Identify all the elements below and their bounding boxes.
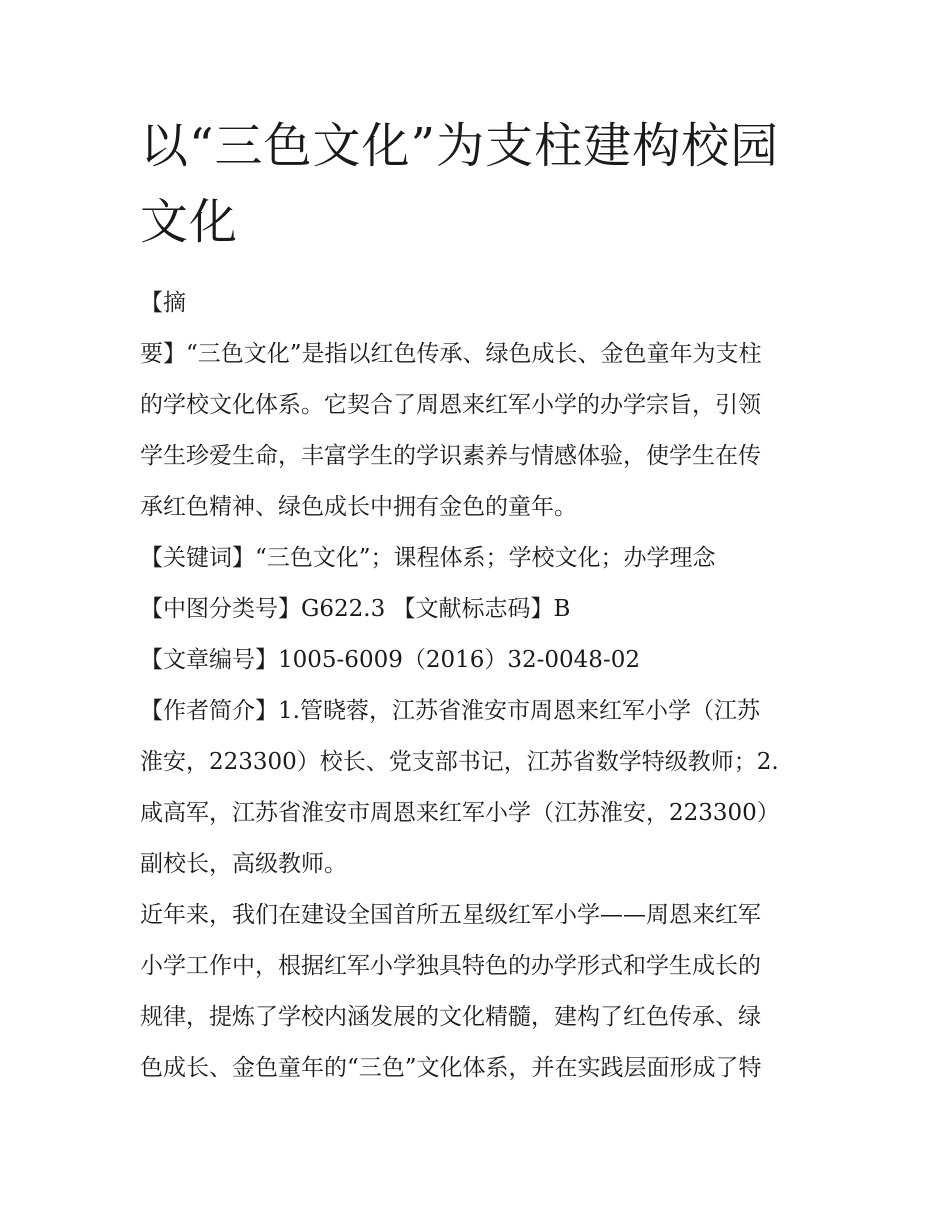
classification-paragraph	[140, 584, 820, 635]
abstract-line-1: 【摘	[140, 290, 186, 316]
author-intro-line-1: 【作者简介】1.管晓蓉，江苏省淮安市周恩来红军小学（江苏	[140, 698, 760, 724]
abstract-line-5: 承红色精神、绿色成长中拥有金色的童年。	[140, 494, 577, 520]
keywords-line: 【关键词】“三色文化”；课程体系；学校文化；办学理念	[140, 545, 716, 571]
document-title	[140, 108, 820, 260]
author-intro-paragraph	[140, 686, 820, 890]
classification-line: 【中图分类号】G622.3 【文献标志码】B	[140, 596, 571, 622]
keywords-paragraph	[140, 533, 820, 584]
body-line-2: 小学工作中，根据红军小学独具特色的办学形式和学生成长的	[140, 953, 761, 979]
article-number-line: 【文章编号】1005-6009（2016）32-0048-02	[140, 647, 640, 673]
abstract-line-2: 要】“三色文化”是指以红色传承、绿色成长、金色童年为支柱	[140, 341, 762, 367]
title-line-2: 文化	[140, 194, 239, 250]
article-number-paragraph	[140, 635, 820, 686]
body-paragraph	[140, 890, 820, 1094]
abstract-line-4: 学生珍爱生命，丰富学生的学识素养与情感体验，使学生在传	[140, 443, 761, 469]
author-intro-line-4: 副校长，高级教师。	[140, 851, 347, 877]
body-line-1: 近年来，我们在建设全国首所五星级红军小学——周恩来红军	[140, 902, 761, 928]
title-line-1: 以“三色文化”为支柱建构校园	[140, 118, 780, 174]
body-line-3: 规律，提炼了学校内涵发展的文化精髓，建构了红色传承、绿	[140, 1004, 761, 1030]
author-intro-line-3: 咸高军，江苏省淮安市周恩来红军小学（江苏淮安，223300）	[140, 800, 780, 826]
abstract-line-3: 的学校文化体系。它契合了周恩来红军小学的办学宗旨，引领	[140, 392, 761, 418]
abstract-paragraph	[140, 278, 820, 533]
author-intro-line-2: 淮安，223300）校长、党支部书记，江苏省数学特级教师；2.	[140, 749, 779, 775]
body-line-4: 色成长、金色童年的“三色”文化体系，并在实践层面形成了特	[140, 1055, 762, 1081]
document-body	[140, 278, 820, 1094]
